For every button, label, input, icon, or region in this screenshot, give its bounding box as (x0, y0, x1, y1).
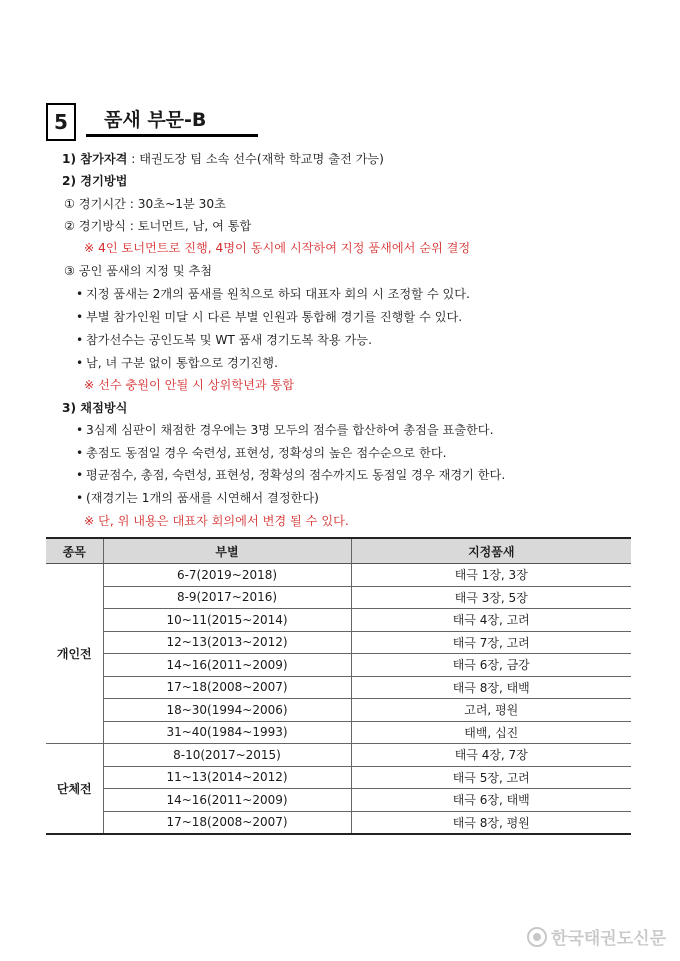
table-row (46, 586, 631, 609)
table-row (46, 789, 631, 812)
table-row (46, 699, 631, 722)
division-cell: 10~11(2015~2014) (103, 609, 351, 632)
division-cell: 12~13(2013~2012) (103, 631, 351, 654)
division-cell: 31~40(1984~1993) (103, 721, 351, 744)
watermark (527, 924, 666, 949)
table-row (46, 721, 631, 744)
poomsae-cell: 태극 5장, 고려 (351, 766, 631, 789)
method-time: ① 경기시간 : 30초~1분 30초 (64, 197, 226, 211)
section-number: 5 (46, 103, 76, 141)
watermark-text: 한국태권도신문 (551, 929, 666, 949)
poomsae-heading: ③ 공인 품새의 지정 및 추첨 (64, 264, 213, 278)
method-note-2: ※ 선수 충원이 안될 시 상위학년과 통합 (84, 378, 295, 392)
table-row (46, 631, 631, 654)
section-title: 품새 부문-B (86, 103, 258, 137)
division-cell: 6-7(2019~2018) (103, 564, 351, 587)
table-row (46, 609, 631, 632)
method-bullet: • 남, 녀 구분 없이 통합으로 경기진행. (76, 355, 278, 371)
poomsae-cell: 태극 3장, 5장 (351, 586, 631, 609)
category-team: 단체전 (46, 744, 103, 835)
scoring-bullet: • 평균점수, 총점, 숙련성, 표현성, 정확성의 점수까지도 동점일 경우 재경기 한다. (76, 467, 505, 483)
header-division: 부별 (103, 538, 351, 564)
table-row (46, 564, 631, 587)
division-cell: 14~16(2011~2009) (103, 654, 351, 677)
poomsae-cell: 태극 8장, 평원 (351, 811, 631, 834)
division-cell: 8-9(2017~2016) (103, 586, 351, 609)
poomsae-cell: 태극 6장, 금강 (351, 654, 631, 677)
method-bullet: • 참가선수는 공인도복 및 WT 품새 경기도복 착용 가능. (76, 332, 372, 348)
table-row (46, 766, 631, 789)
table-header-row (46, 538, 631, 564)
method-bullet: • 부별 참가인원 미달 시 다른 부별 인원과 통합해 경기를 진행할 수 있다. (76, 309, 462, 325)
poomsae-cell: 태극 6장, 태백 (351, 789, 631, 812)
taekwondo-logo-icon (527, 927, 547, 947)
section-header (46, 103, 246, 139)
division-cell: 11~13(2014~2012) (103, 766, 351, 789)
poomsae-cell: 태극 1장, 3장 (351, 564, 631, 587)
division-cell: 17~18(2008~2007) (103, 676, 351, 699)
scoring-bullet: • 3심제 심판이 채점한 경우에는 3명 모두의 점수를 합산하여 총점을 표출한다. (76, 422, 493, 438)
scoring-label: 3) 채점방식 (62, 401, 128, 415)
participants-text: : 태권도장 팀 소속 선수(재학 학교명 출전 가능) (127, 152, 384, 166)
poomsae-cell: 고려, 평원 (351, 699, 631, 722)
poomsae-table (46, 537, 631, 835)
category-individual: 개인전 (46, 564, 103, 744)
method-bullet: • 지정 품새는 2개의 품새를 원칙으로 하되 대표자 회의 시 조정할 수 있다. (76, 286, 470, 302)
method-note: ※ 4인 토너먼트로 진행, 4명이 동시에 시작하여 지정 품새에서 순위 결정 (84, 241, 471, 255)
participants-label: 1) 참가자격 (62, 152, 128, 166)
poomsae-cell: 태극 7장, 고려 (351, 631, 631, 654)
scoring-note: ※ 단, 위 내용은 대표자 회의에서 변경 될 수 있다. (84, 514, 349, 528)
scoring-bullet: • (재경기는 1개의 품새를 시연해서 결정한다) (76, 490, 319, 506)
table-row (46, 676, 631, 699)
poomsae-cell: 태극 4장, 고려 (351, 609, 631, 632)
division-cell: 17~18(2008~2007) (103, 811, 351, 834)
method-label: 2) 경기방법 (62, 174, 128, 188)
header-poomsae: 지정품새 (351, 538, 631, 564)
division-cell: 14~16(2011~2009) (103, 789, 351, 812)
table-row (46, 654, 631, 677)
poomsae-cell: 태극 4장, 7장 (351, 744, 631, 767)
header-event: 종목 (46, 538, 103, 564)
division-cell: 8-10(2017~2015) (103, 744, 351, 767)
table-row (46, 811, 631, 834)
scoring-bullet: • 총점도 동점일 경우 숙련성, 표현성, 정확성의 높은 점수순으로 한다. (76, 445, 447, 461)
table-row (46, 744, 631, 767)
poomsae-cell: 태극 8장, 태백 (351, 676, 631, 699)
poomsae-cell: 태백, 십진 (351, 721, 631, 744)
division-cell: 18~30(1994~2006) (103, 699, 351, 722)
method-type: ② 경기방식 : 토너먼트, 남, 여 통합 (64, 219, 252, 233)
participants-line (62, 151, 384, 167)
